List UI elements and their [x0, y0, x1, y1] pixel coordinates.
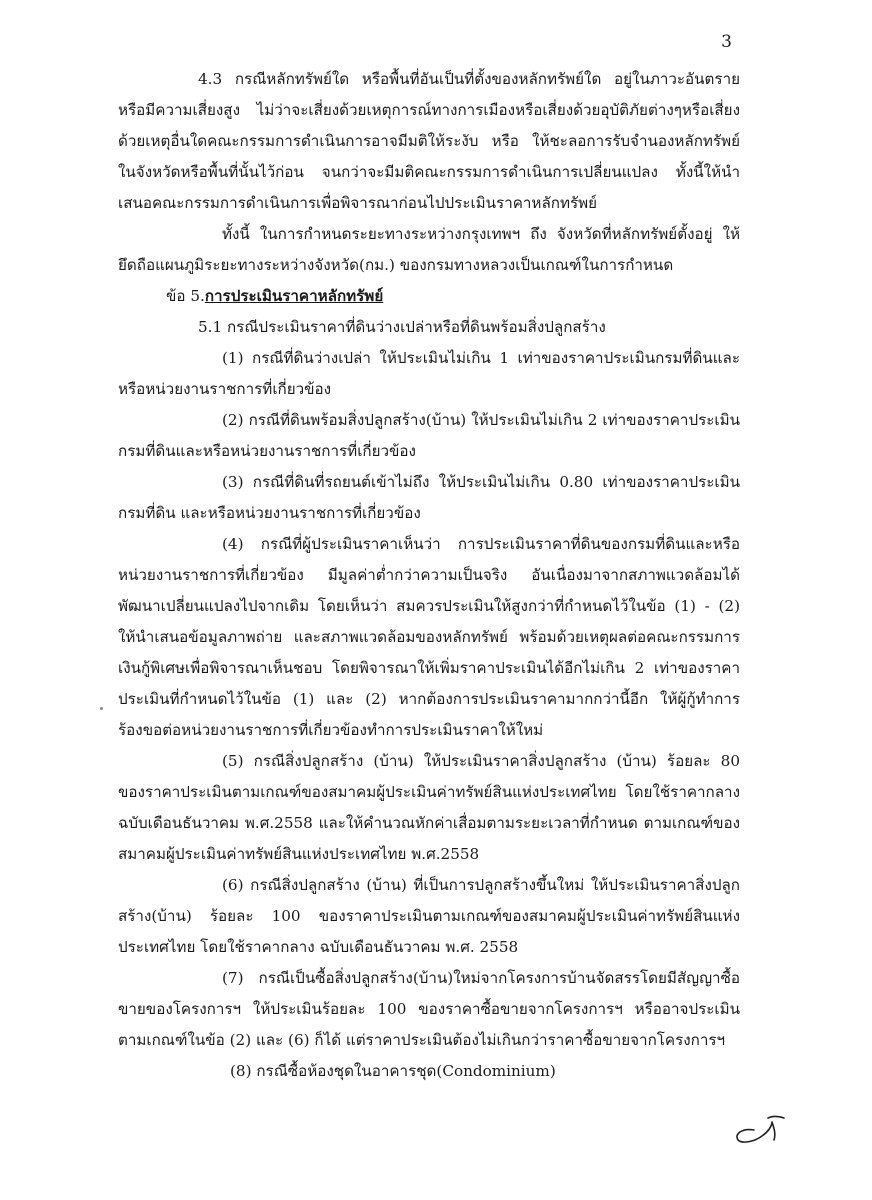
scan-speck [100, 707, 103, 710]
paragraph-4-3-note: ทั้งนี้ ในการกำหนดระยะทางระหว่างกรุงเทพฯ ถึง จังหวัดที่หลักทรัพย์ตั้งอยู่ ให้ยึดถือแผนภูมิระยะทางระหว่างจังหวัด(กม.) ของกรมทางหลวงเป็นเกณฑ์ในการกำหนด [118, 225, 740, 274]
item-5: (5) กรณีสิ่งปลูกสร้าง (บ้าน) ให้ประเมินราคาสิ่งปลูกสร้าง (บ้าน) ร้อยละ 80 ของราคาประเมินตามเกณฑ์ของสมาคมผู้ประเมินค่าทรัพย์สินแห่งประเทศไทย โดยใช้ราคากลางฉบับเดือนธันวาคม พ.ศ.2558 และให้คำนวณหักค่าเสื่อมตามระยะเวลาที่กำหนด ตามเกณฑ์ของสมาคมผู้ประเมินค่าทรัพย์สินแห่งประเทศไทย พ.ศ.2558 [118, 752, 740, 863]
item-8: (8) กรณีซื้อห้องชุดในอาคารชุด(Condominium) [230, 1062, 556, 1080]
item-7: (7) กรณีเป็นซื้อสิ่งปลูกสร้าง(บ้าน)ใหม่จากโครงการบ้านจัดสรรโดยมีสัญญาซื้อขายของโครงการฯ ให้ประเมินร้อยละ 100 ของราคาซื้อขายจากโครงการฯ หรืออาจประเมินตามเกณฑ์ในข้อ (2) และ (6) ก็ได้ แต่ราคาประเมินต้องไม่เกินกว่าราคาซื้อขายจากโครงการฯ [118, 969, 740, 1049]
paragraph-5-1: 5.1 กรณีประเมินราคาที่ดินว่างเปล่าหรือที่ดินพร้อมสิ่งปลูกสร้าง [198, 318, 606, 336]
item-4: (4) กรณีที่ผู้ประเมินราคาเห็นว่า การประเมินราคาที่ดินของกรมที่ดินและหรือหน่วยงานราชการที่เกี่ยวข้อง มีมูลค่าต่ำกว่าความเป็นจริง อันเนื่องมาจากสภาพแวดล้อมได้พัฒนาเปลี่ยนแปลงไปจากเดิม โดยเห็นว่า สมควรประเมินให้สูงกว่าที่กำหนดไว้ในข้อ (1) - (2) ให้นำเสนอข้อมูลภาพถ่าย และสภาพแวดล้อมของหลักทรัพย์ พร้อมด้วยเหตุผลต่อคณะกรรมการเงินกู้พิเศษเพื่อพิจารณาเห็นชอบ โดยพิจารณาให้เพิ่มราคาประเมินได้อีกไม่เกิน 2 เท่าของราคาประเมินที่กำหนดไว้ในข้อ (1) และ (2) หากต้องการประเมินราคามากกว่านี้อีก ให้ผู้กู้ทำการร้องขอต่อหน่วยงานราชการที่เกี่ยวข้องทำการประเมินราคาให้ใหม่ [118, 535, 740, 739]
document-body [118, 64, 740, 1087]
section-5-title: การประเมินราคาหลักทรัพย์ [204, 287, 384, 305]
item-1: (1) กรณีที่ดินว่างเปล่า ให้ประเมินไม่เกิน 1 เท่าของราคาประเมินกรมที่ดินและหรือหน่วยงานราชการที่เกี่ยวข้อง [118, 349, 740, 398]
paragraph-4-3: 4.3 กรณีหลักทรัพย์ใด หรือพื้นที่อันเป็นที่ตั้งของหลักทรัพย์ใด อยู่ในภาวะอันตรายหรือมีความเสี่ยงสูง ไม่ว่าจะเสี่ยงด้วยเหตุการณ์ทางการเมืองหรือเสี่ยงด้วยอุบัติภัยต่างๆหรือเสี่ยงด้วยเหตุอื่นใดคณะกรรมการดำเนินการอาจมีมติให้ระงับ หรือ ให้ชะลอการรับจำนองหลักทรัพย์ในจังหวัดหรือพื้นที่นั้นไว้ก่อน จนกว่าจะมีมติคณะกรรมการดำเนินการเปลี่ยนแปลง ทั้งนี้ให้นำเสนอคณะกรรมการดำเนินการเพื่อพิจารณาก่อนไปประเมินราคาหลักทรัพย์ [118, 70, 740, 212]
item-6: (6) กรณีสิ่งปลูกสร้าง (บ้าน) ที่เป็นการปลูกสร้างขึ้นใหม่ ให้ประเมินราคาสิ่งปลูกสร้าง(บ้าน) ร้อยละ 100 ของราคาประเมินตามเกณฑ์ของสมาคมผู้ประเมินค่าทรัพย์สินแห่งประเทศไทย โดยใช้ราคากลาง ฉบับเดือนธันวาคม พ.ศ. 2558 [118, 876, 740, 956]
section-5-heading [118, 281, 740, 312]
item-2: (2) กรณีที่ดินพร้อมสิ่งปลูกสร้าง(บ้าน) ให้ประเมินไม่เกิน 2 เท่าของราคาประเมินกรมที่ดินและหรือหน่วยงานราชการที่เกี่ยวข้อง [118, 411, 740, 460]
section-5-prefix: ข้อ 5. [166, 287, 205, 305]
item-3: (3) กรณีที่ดินที่รถยนต์เข้าไม่ถึง ให้ประเมินไม่เกิน 0.80 เท่าของราคาประเมินกรมที่ดิน และหรือหน่วยงานราชการที่เกี่ยวข้อง [118, 473, 740, 522]
signature-initials [728, 1108, 798, 1148]
page-number: 3 [721, 32, 732, 52]
